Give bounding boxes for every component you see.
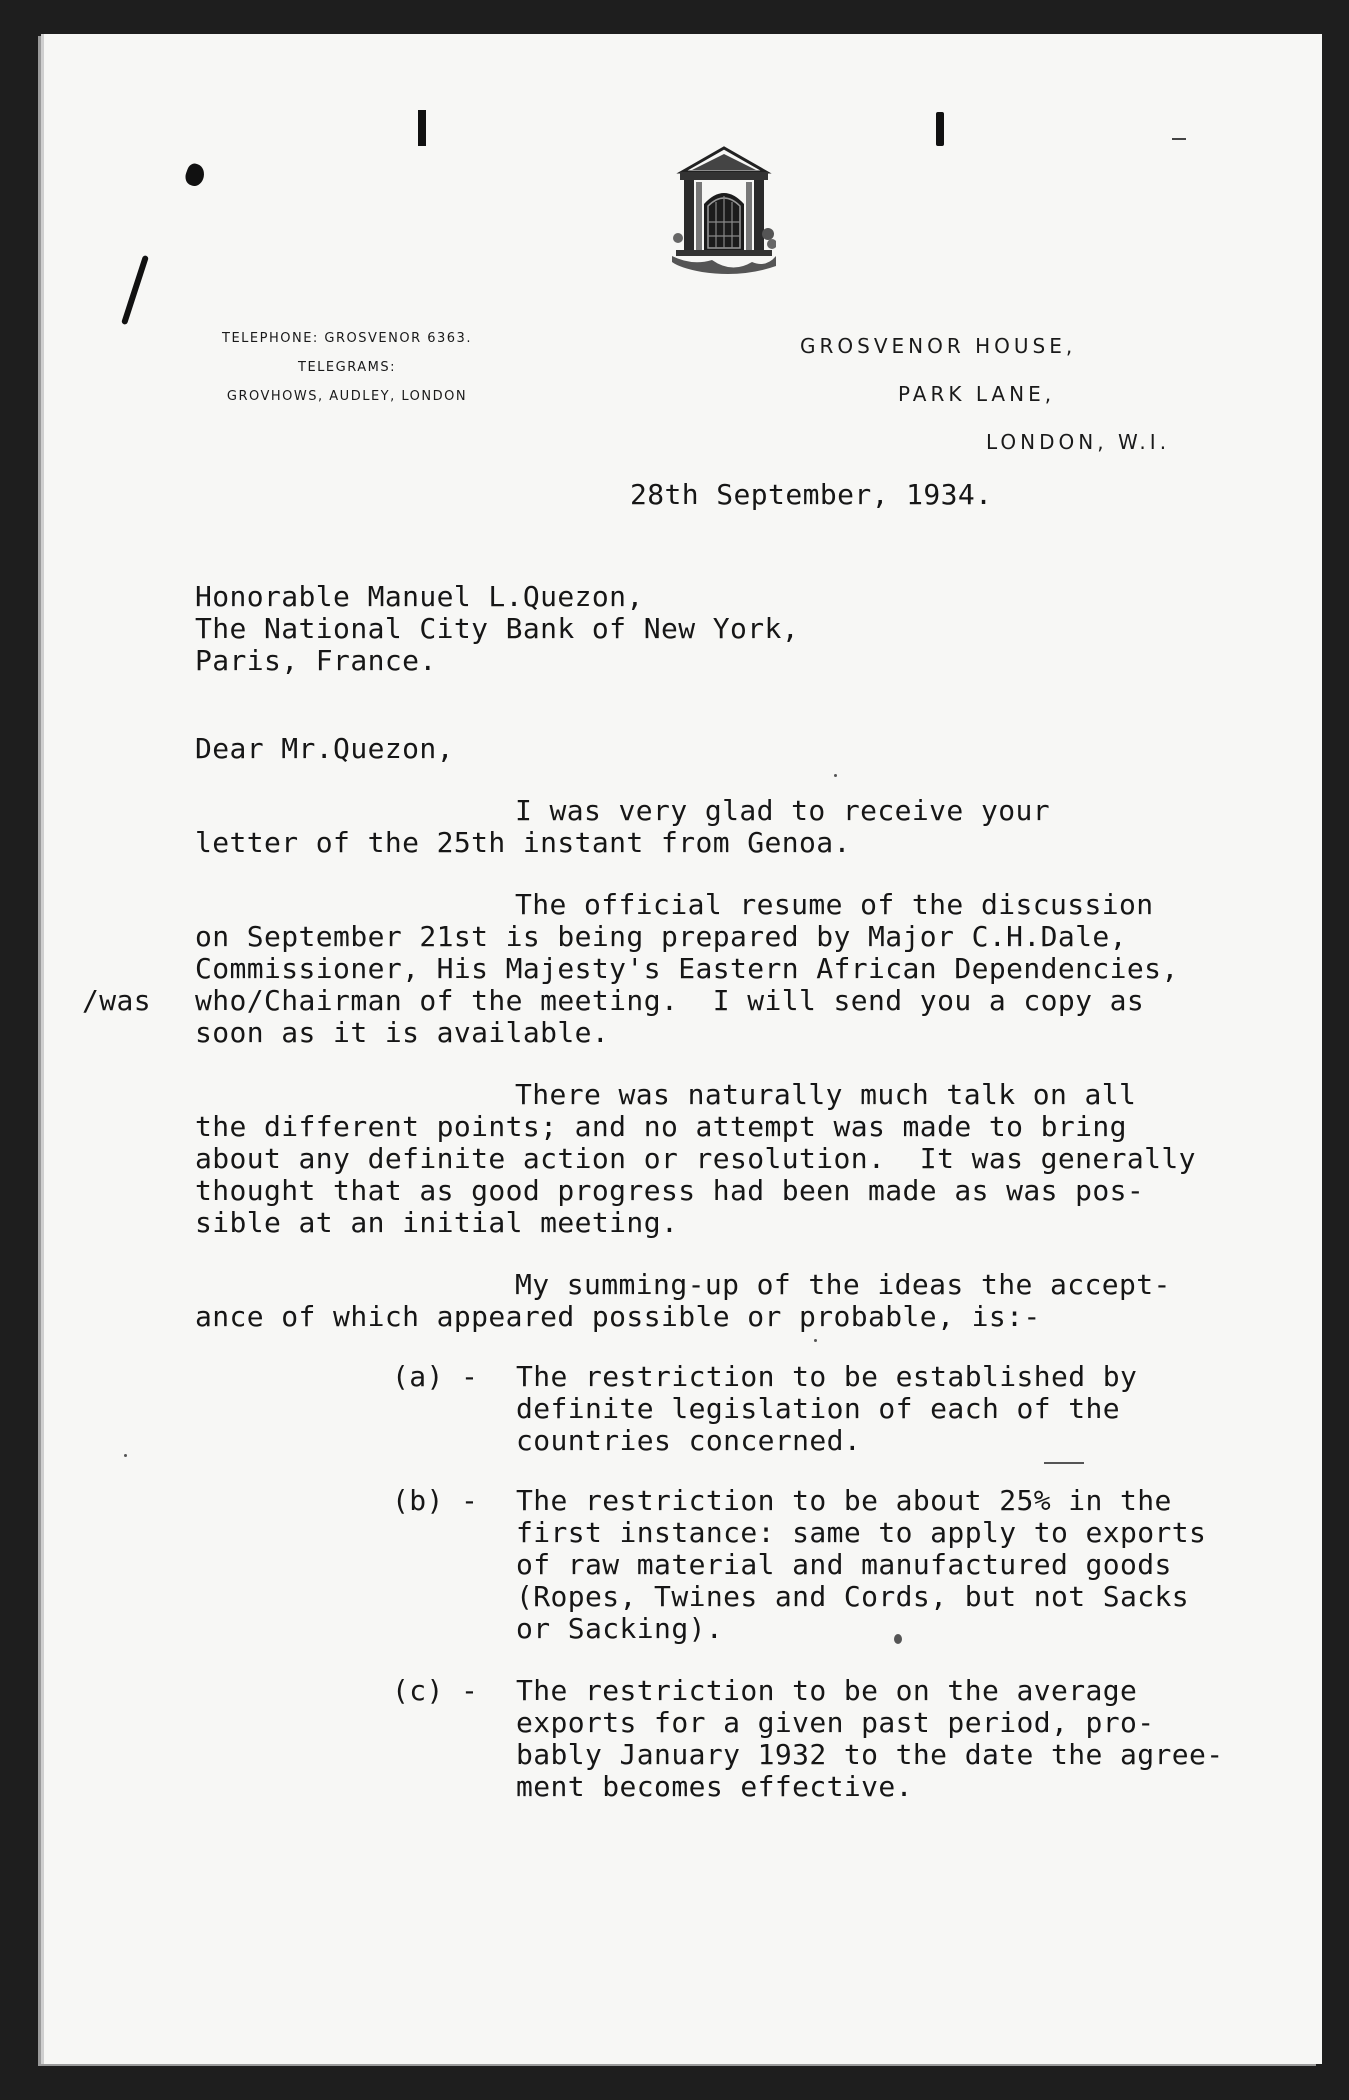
- item-a-line-1: The restriction to be established by: [516, 1360, 1138, 1393]
- paragraph-2-line-5: soon as it is available.: [195, 1016, 610, 1049]
- paragraph-2-line-2: on September 21st is being prepared by Major C.H.Dale,: [195, 920, 1127, 953]
- address-line-1: GROSVENOR HOUSE,: [800, 334, 1077, 358]
- item-c-line-4: ment becomes effective.: [516, 1770, 913, 1803]
- paragraph-4-line-2: ance of which appeared possible or probable, is:-: [195, 1300, 1041, 1333]
- item-a-marker: (a) -: [392, 1360, 479, 1393]
- telephone-line: TELEPHONE: GROSVENOR 6363.: [222, 331, 472, 346]
- item-b-line-3: of raw material and manufactured goods: [516, 1548, 1172, 1581]
- item-c-line-3: bably January 1932 to the date the agree-: [516, 1738, 1224, 1771]
- scan-speck: [814, 1339, 817, 1342]
- paragraph-3-line-4: thought that as good progress had been made as was pos-: [195, 1174, 1145, 1207]
- address-line-2: PARK LANE,: [898, 382, 1056, 406]
- ink-mark: [183, 162, 207, 189]
- paragraph-3-line-5: sible at an initial meeting.: [195, 1206, 679, 1239]
- item-b-marker: (b) -: [392, 1484, 479, 1517]
- scan-speck: [124, 1454, 127, 1457]
- paragraph-1-line-1: I was very glad to receive your: [515, 794, 1050, 827]
- salutation: Dear Mr.Quezon,: [195, 732, 454, 765]
- ink-mark: [936, 112, 944, 146]
- scan-speck: [894, 1634, 902, 1644]
- item-a-line-2: definite legislation of each of the: [516, 1392, 1121, 1425]
- scan-speck: [1044, 1462, 1084, 1464]
- item-a-line-3: countries concerned.: [516, 1424, 862, 1457]
- telegrams-address: GROVHOWS, AUDLEY, LONDON: [226, 389, 468, 404]
- item-c-line-2: exports for a given past period, pro-: [516, 1706, 1155, 1739]
- scan-speck: [834, 774, 837, 777]
- paragraph-3-line-2: the different points; and no attempt was made to bring: [195, 1110, 1127, 1143]
- letter-date: 28th September, 1934.: [630, 478, 993, 511]
- paragraph-3-line-3: about any definite action or resolution. It was generally: [195, 1142, 1196, 1175]
- ink-mark: [418, 110, 426, 146]
- telegrams-label: TELEGRAMS:: [298, 360, 396, 375]
- item-b-line-5: or Sacking).: [516, 1612, 724, 1645]
- recipient-line-1: Honorable Manuel L.Quezon,: [195, 580, 644, 613]
- item-b-line-1: The restriction to be about 25% in the: [516, 1484, 1172, 1517]
- margin-note: /was: [82, 984, 152, 1017]
- paragraph-3-line-1: There was naturally much talk on all: [515, 1078, 1137, 1111]
- item-b-line-2: first instance: same to apply to exports: [516, 1516, 1207, 1549]
- ink-mark: [1172, 138, 1186, 140]
- item-c-marker: (c) -: [392, 1674, 479, 1707]
- recipient-line-3: Paris, France.: [195, 644, 437, 677]
- paragraph-1-line-2: letter of the 25th instant from Genoa.: [195, 826, 851, 859]
- paragraph-2-line-3: Commissioner, His Majesty's Eastern African Dependencies,: [195, 952, 1179, 985]
- paragraph-4-line-1: My summing-up of the ideas the accept-: [515, 1268, 1171, 1301]
- item-c-line-1: The restriction to be on the average: [516, 1674, 1138, 1707]
- address-line-3: LONDON, W.I.: [986, 430, 1171, 454]
- paragraph-2-line-4: who/Chairman of the meeting. I will send you a copy as: [195, 984, 1145, 1017]
- ink-mark: [121, 255, 149, 325]
- letter-page: [44, 34, 1322, 2064]
- recipient-line-2: The National City Bank of New York,: [195, 612, 800, 645]
- paragraph-2-line-1: The official resume of the discussion: [515, 888, 1154, 921]
- grosvenor-house-crest-icon: [672, 142, 776, 278]
- item-b-line-4: (Ropes, Twines and Cords, but not Sacks: [516, 1580, 1190, 1613]
